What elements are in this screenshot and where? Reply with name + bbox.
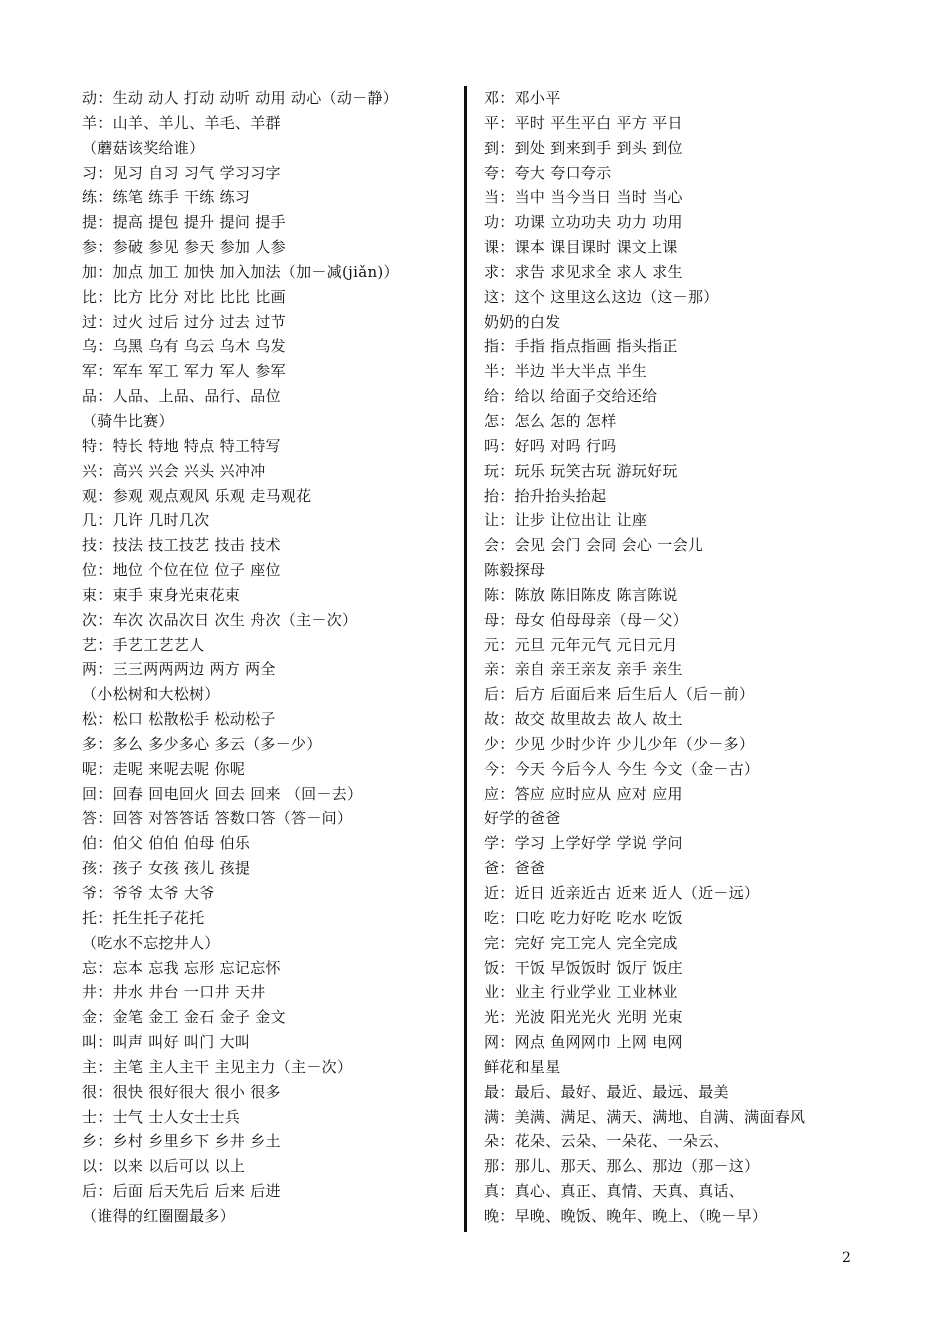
vocab-line: 业：业主 行业学业 工业林业: [484, 983, 678, 1002]
vocab-line: 夸：夸大 夸口夸示: [484, 163, 612, 182]
vocab-line: 平：平时 平生平白 平方 平日: [484, 113, 683, 132]
vocab-line: 多：多么 多少多心 多云（多－少）: [82, 734, 322, 753]
vocab-line: 很：很快 很好很大 很小 很多: [82, 1082, 281, 1101]
vocab-line: 束：束手 束身光束花束: [82, 585, 241, 604]
vocab-line: 士：士气 士人女士士兵: [82, 1107, 241, 1126]
vocab-line: 比：比方 比分 对比 比比 比画: [82, 287, 286, 306]
vocab-line: 光：光波 阳光光火 光明 光束: [484, 1008, 683, 1027]
vocab-line: 动：生动 动人 打动 动听 动用 动心（动－静）: [82, 89, 399, 107]
vocab-line: 忘：忘本 忘我 忘形 忘记忘怀: [82, 958, 281, 977]
vocab-line: 以：以来 以后可以 以上: [82, 1157, 246, 1176]
vocab-line: 几：几许 几时几次: [82, 511, 210, 530]
vocab-line: 陈：陈放 陈旧陈皮 陈言陈说: [484, 585, 678, 604]
vocab-line: 伯：伯父 伯伯 伯母 伯乐: [82, 834, 251, 853]
vocab-line: 参：参破 参见 参天 参加 人参: [82, 238, 286, 257]
vocab-line: 朵：花朵、云朵、一朵花、一朵云、: [484, 1132, 729, 1151]
vocab-line: 观：参观 观点观风 乐观 走马观花: [82, 486, 312, 505]
vocab-line: 抬：抬升抬头抬起: [484, 486, 607, 505]
left-column: [82, 86, 454, 1229]
vocab-line: 特：特长 特地 特点 特工特写: [82, 436, 281, 455]
vocab-line: （谁得的红圈圈最多）: [82, 1206, 236, 1225]
vocab-line: 奶奶的白发: [484, 312, 561, 331]
vocab-line: 晚：早晚、晚饭、晚年、晚上、（晚－早）: [484, 1206, 768, 1225]
vocab-line: 过：过火 过后 过分 过去 过节: [82, 312, 286, 331]
vocab-line: 真：真心、真正、真情、天真、真话、: [484, 1182, 745, 1201]
vocab-line: 会：会见 会门 会同 会心 一会儿: [484, 536, 704, 555]
vocab-line: 井：井水 井台 一口井 天井: [82, 983, 266, 1002]
vocab-line: 满：美满、满足、满天、满地、自满、满面春风: [484, 1107, 806, 1126]
vocab-line: 吃：口吃 吃力好吃 吃水 吃饭: [484, 908, 683, 927]
vocab-line: 爸：爸爸: [484, 859, 546, 878]
vocab-line: 功：功课 立功功夫 功力 功用: [484, 213, 683, 232]
vocab-line: 位：地位 个位在位 位子 座位: [82, 561, 281, 580]
column-divider: [464, 86, 467, 1232]
vocab-line: 指：手指 指点指画 指头指正: [484, 337, 678, 356]
vocab-line: 完：完好 完工完人 完全完成: [484, 933, 678, 952]
vocab-line: 回：回春 回电回火 回去 回来 （回－去）: [82, 784, 363, 803]
vocab-line: 练：练笔 练手 干练 练习: [82, 188, 251, 207]
vocab-line: 次：车次 次品次日 次生 舟次（主－次）: [82, 610, 358, 629]
vocab-line: 后：后面 后天先后 后来 后进: [82, 1182, 281, 1201]
vocab-line: 鲜花和星星: [484, 1057, 561, 1076]
vocab-line: 学：学习 上学好学 学说 学问: [484, 834, 683, 853]
vocab-line: （吃水不忘挖井人）: [82, 933, 220, 952]
vocab-line: 玩：玩乐 玩笑古玩 游玩好玩: [484, 461, 678, 480]
vocab-line: 让：让步 让位出让 让座: [484, 511, 648, 530]
vocab-line: 兴：高兴 兴会 兴头 兴冲冲: [82, 461, 266, 480]
page-number: 2: [842, 1250, 851, 1266]
vocab-line: 习：见习 自习 习气 学习习字: [82, 163, 281, 182]
vocab-line: 艺：手艺工艺艺人: [82, 635, 205, 654]
vocab-line: 孩：孩子 女孩 孩儿 孩提: [82, 859, 251, 878]
vocab-line: 叫：叫声 叫好 叫门 大叫: [82, 1033, 251, 1052]
vocab-line: （蘑菇该奖给谁）: [82, 138, 205, 157]
vocab-line: 母：母女 伯母母亲（母－父）: [484, 610, 688, 629]
vocab-line: 最：最后、最好、最近、最远、最美: [484, 1082, 729, 1101]
vocab-line: 当：当中 当今当日 当时 当心: [484, 188, 683, 207]
vocab-line: 今：今天 今后今人 今生 今文（金－古）: [484, 759, 760, 778]
vocab-line: 课：课本 课目课时 课文上课: [484, 238, 678, 257]
vocab-line: 求：求告 求见求全 求人 求生: [484, 262, 683, 281]
vocab-line: 半：半边 半大半点 半生: [484, 362, 648, 381]
vocab-line: 金：金笔 金工 金石 金子 金文: [82, 1008, 286, 1027]
vocab-line: 好学的爸爸: [484, 809, 561, 828]
vocab-line: 军：军车 军工 军力 军人 参军: [82, 362, 286, 381]
vocab-line: 怎：怎么 怎的 怎样: [484, 411, 617, 430]
vocab-line: 近：近日 近亲近古 近来 近人（近－远）: [484, 884, 760, 902]
vocab-line: 答：回答 对答答话 答数口答（答－问）: [82, 809, 353, 828]
vocab-line: 提：提高 提包 提升 提问 提手: [82, 213, 286, 232]
vocab-line: 元：元旦 元年元气 元日元月: [484, 635, 678, 654]
vocab-line: 故：故交 故里故去 故人 故土: [484, 710, 683, 729]
vocab-line: 这：这个 这里这么这边（这－那）: [484, 287, 719, 306]
right-column: [484, 86, 904, 1229]
vocab-line: 吗：好吗 对吗 行吗: [484, 436, 617, 455]
vocab-line: 技：技法 技工技艺 技击 技术: [82, 536, 281, 555]
vocab-line: 托：托生托子花托: [82, 908, 205, 927]
vocab-line: 饭：干饭 早饭饭时 饭厅 饭庄: [484, 958, 683, 977]
vocab-line: 到：到处 到来到手 到头 到位: [484, 138, 683, 157]
vocab-line: 主：主笔 主人主干 主见主力（主－次）: [82, 1057, 353, 1076]
vocab-line: 两：三三两两两边 两方 两全: [82, 660, 276, 679]
vocab-line: 那：那儿、那天、那么、那边（那－这）: [484, 1157, 760, 1176]
vocab-line: 呢：走呢 来呢去呢 你呢: [82, 759, 246, 778]
vocab-line: 网：网点 鱼网网巾 上网 电网: [484, 1033, 683, 1052]
vocab-line: （小松树和大松树）: [82, 685, 220, 704]
vocab-line: 后：后方 后面后来 后生后人（后－前）: [484, 685, 755, 704]
vocab-line: 陈毅探母: [484, 561, 546, 580]
vocab-line: 羊：山羊、羊儿、羊毛、羊群: [82, 113, 281, 132]
vocab-line: 应：答应 应时应从 应对 应用: [484, 784, 683, 803]
vocab-line: 乌：乌黑 乌有 乌云 乌木 乌发: [82, 337, 286, 356]
vocab-line: 乡：乡村 乡里乡下 乡井 乡土: [82, 1132, 281, 1151]
vocab-line: 品：人品、上品、品行、品位: [82, 387, 281, 406]
vocab-line: 少：少见 少时少许 少儿少年（少－多）: [484, 734, 755, 753]
vocab-line: 给：给以 给面子交给还给: [484, 387, 658, 406]
vocab-line: 加：加点 加工 加快 加入加法（加－减(jiǎn)）: [82, 262, 399, 281]
vocab-line: 邓：邓小平: [484, 89, 561, 107]
vocab-line: 松：松口 松散松手 松动松子: [82, 710, 276, 729]
vocab-line: 爷：爷爷 太爷 大爷: [82, 884, 215, 902]
vocab-line: （骑牛比赛）: [82, 411, 174, 430]
vocab-line: 亲：亲自 亲王亲友 亲手 亲生: [484, 660, 683, 679]
